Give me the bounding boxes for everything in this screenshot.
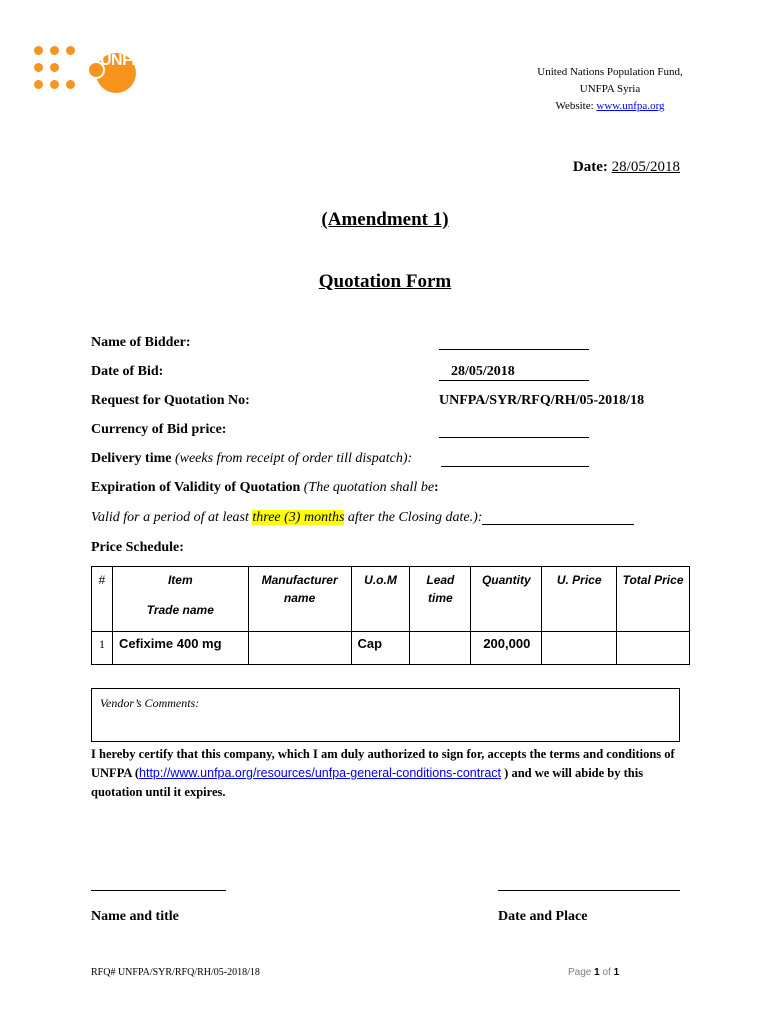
document-date (573, 159, 680, 176)
org-website (480, 98, 740, 115)
page-prefix: Page (568, 967, 595, 978)
signature-line-name (91, 890, 226, 891)
header-lead (410, 567, 471, 632)
org-address (480, 64, 740, 115)
header-lead-label: Lead (426, 573, 455, 587)
page-total: 1 (613, 967, 620, 978)
validity-period (91, 510, 482, 526)
row-quantity: 200,000 (471, 632, 542, 665)
bid-date-label: Date of Bid: (91, 364, 164, 379)
header-unit-price: U. Price (542, 567, 617, 632)
page-of: of (599, 967, 614, 978)
delivery-field[interactable] (441, 450, 589, 467)
header-manufacturer (248, 567, 351, 632)
bidder-label: Name of Bidder: (91, 335, 191, 350)
header-item-label: Item (167, 573, 193, 587)
header-item (112, 567, 248, 632)
page-current: 1 (594, 967, 600, 978)
logo-dot (66, 46, 75, 55)
row-num: 1 (92, 632, 113, 665)
date-place-label: Date and Place (498, 909, 588, 924)
bidder-field[interactable] (439, 333, 589, 350)
header-quantity: Quantity (471, 567, 542, 632)
currency-field[interactable] (439, 421, 589, 438)
header-manufacturer-label-2: name (283, 591, 316, 605)
price-schedule-table (91, 566, 690, 665)
vendor-comments-box[interactable] (91, 688, 680, 742)
cert-text-post: ) and we will abide by this quotation until it expires. (91, 766, 644, 799)
delivery-label: Delivery time (91, 451, 172, 466)
row-unit-price[interactable] (542, 632, 617, 665)
table-row (92, 632, 690, 665)
name-title-label: Name and title (91, 909, 179, 924)
header-uom: U.o.M (351, 567, 410, 632)
header-trade-name: Trade name (146, 603, 214, 617)
vendor-comments-label: Vendor’s Comments: (100, 696, 200, 710)
validity-colon: : (434, 480, 439, 495)
row-uom: Cap (351, 632, 410, 665)
certification-text (91, 745, 691, 802)
org-name: United Nations Population Fund, (537, 66, 683, 78)
conditions-link[interactable]: http://www.unfpa.org/resources/unfpa-general-conditions-contract (139, 766, 502, 780)
logo-dot (50, 46, 59, 55)
date-label: Date: (572, 159, 608, 175)
price-schedule-label: Price Schedule: (91, 540, 184, 555)
signature-line-date (498, 890, 680, 891)
validity-field[interactable] (482, 524, 634, 525)
row-item: Cefixime 400 mg (112, 632, 248, 665)
header-num: # (92, 567, 113, 632)
website-link[interactable]: www.unfpa.org (596, 100, 665, 112)
header-lead-label-2: time (428, 591, 453, 605)
delivery-label-group (91, 451, 412, 467)
bid-date-field[interactable]: 28/05/2018 (439, 364, 589, 381)
rfq-number: UNFPA/SYR/RFQ/RH/05-2018/18 (439, 393, 645, 408)
validity-note: (The quotation shall be (303, 480, 435, 495)
header-total-price: Total Price (617, 567, 690, 632)
logo-dot (34, 80, 43, 89)
page-number (568, 967, 619, 978)
footer-rfq-ref: RFQ# UNFPA/SYR/RFQ/RH/05-2018/18 (91, 967, 260, 978)
logo-dot (50, 63, 59, 72)
org-country: UNFPA Syria (579, 83, 641, 95)
rfq-label: Request for Quotation No: (91, 393, 250, 408)
row-total-price[interactable] (617, 632, 690, 665)
form-title: Quotation Form (318, 271, 452, 292)
validity-highlight: three (3) months (252, 510, 345, 525)
currency-label: Currency of Bid price: (91, 422, 227, 437)
cert-text-pre: I hereby certify that this company, which I am duly authorized to sign for, accepts the terms and conditions of UNFPA ( (91, 747, 675, 780)
validity-post: after the Closing date.): (347, 510, 483, 525)
unfpa-logo (34, 43, 152, 95)
logo-dot (34, 63, 43, 72)
validity-pre: Valid for a period of at least (91, 510, 249, 525)
date-value: 28/05/2018 (611, 159, 680, 175)
logo-dot (34, 46, 43, 55)
validity-label: Expiration of Validity of Quotation (91, 480, 301, 495)
website-label: Website: (555, 100, 597, 112)
validity-heading (91, 480, 439, 496)
delivery-note: (weeks from receipt of order till dispatch): (174, 451, 413, 466)
logo-dot (50, 80, 59, 89)
logo-wordmark: UNFPA (100, 52, 152, 69)
header-manufacturer-label: Manufacturer (261, 573, 338, 587)
row-lead-time[interactable] (410, 632, 471, 665)
amendment-title: (Amendment 1) (321, 209, 449, 230)
logo-dot (66, 80, 75, 89)
row-manufacturer[interactable] (248, 632, 351, 665)
table-header-row (92, 567, 690, 632)
